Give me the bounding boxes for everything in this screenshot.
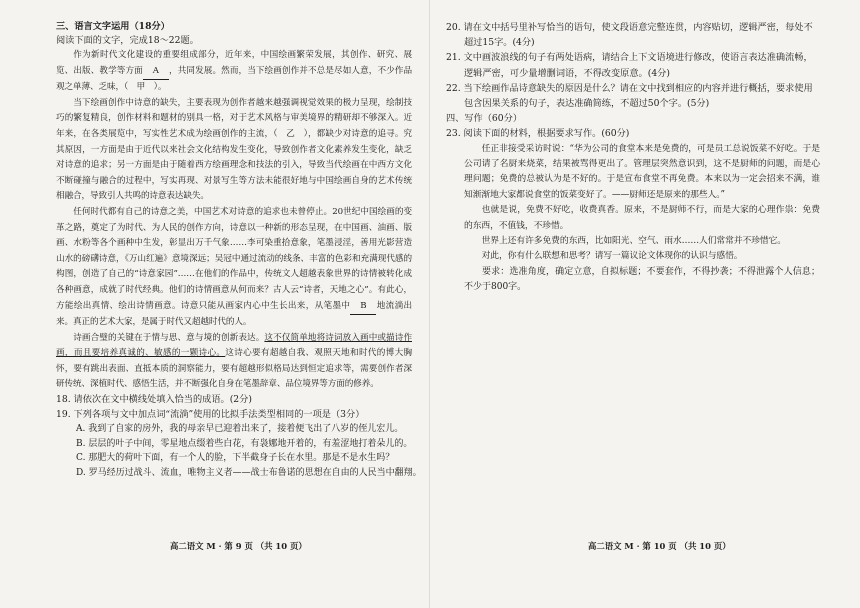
q19-option-d: D. 罗马经历过战斗、流血，唯物主义者——战士布鲁诺的思想在自由的人民当中翻翔。 (76, 468, 422, 479)
passage-paragraph-4 (56, 331, 412, 393)
q19-option-a: A. 我到了自家的房外，我的母亲早已迎着出来了，接着便飞出了八岁的侄儿宏儿。 (76, 424, 404, 435)
question-20: 20. 请在文中括号里补写恰当的语句，使文段语意完整连贯，内容贴切，逻辑严密，每处不超过15字。(4分) (446, 22, 813, 49)
page-footer-10: 高二语文 M · 第 10 页 （共 10 页） (588, 541, 731, 551)
p1-text-b: ，共同发展。然而，当下绘画创作并不总是尽如人意，不少作品观之单薄、乏味，（ 甲 ）。 (56, 65, 412, 93)
material-paragraph-2: 也就是说，免费不好吃，收费真香。原来，不是厨师不行，而是大家的心理作祟：免费的东西，不值钱，不珍惜。 (464, 205, 820, 231)
question-23: 23. 阅读下面的材料，根据要求写作。(60分) (446, 128, 630, 140)
material-paragraph-1: 任正非接受采访时说：“华为公司的食堂本来是免费的，可是员工总说饭菜不好吃。于是公司请了名厨来烧菜，结果被骂得更出了。管理层突然意识到，这不是厨师的问题，而是心理问题；免费的总被认为是不好的。于是宣布食堂不再免费。本来以为一定会招来不满，谁知渐渐地大家都说食堂的饭菜变好了。——厨师还是原来的那些人。” (464, 143, 820, 200)
question-21: 21. 文中画波浪线的句子有两处语病，请结合上下文语境进行修改，使语言表达准确流畅，逻辑严密，可少量增删词语，不得改变原意。(4分) (446, 52, 813, 79)
p4-text-b: 这诗心要有超越自我、观照天地和时代的博大胸怀，要有跳出表面、直抵本质的洞察能力，要有超越形似格局达到恒定追求等，需要创作者深研传统、深植时代、感悟生活，并不断强化自身在笔墨辞章、品位境界等方面的修养。 (56, 348, 412, 390)
section-title-language: 三、语言文字运用（18分） (56, 21, 170, 32)
q19-option-c: C. 那肥大的荷叶下面，有一个人的脸，下半截身子长在水里。那是不是水生吗？ (76, 453, 395, 464)
passage-paragraph-2: 当下绘画创作中诗意的缺失，主要表现为创作者越来越强调视觉效果的极力呈现，绘制技巧的繁复精良，创作材料和题材的别具一格，对于艺术风格与审美境界的精研却不够深入。近年来，在各类展览中，写实性艺术成为绘画创作的主流，（ 乙 ），都缺少对诗意的追寻。究其原因，一方面是由于近代以来社会文化结构发生变化，导致创作者文化素养发生变化，缺乏对诗意的追求；另一方面是由于随着西方绘画理念和技法的引入，导致当代绘画在中西方文化不断碰撞与融合的过程中，写实再现、对景写生等方法未能很好地与中国绘画自身的艺术传统相融合，导致引人共鸣的诗意表达缺失。 (56, 97, 412, 202)
writing-requirements: 要求：选准角度，确定立意，自拟标题；不要套作，不得抄袭；不得泄露个人信息；不少于800字。 (464, 266, 820, 293)
page-footer-9: 高二语文 M · 第 9 页 （共 10 页） (170, 541, 307, 551)
page-10 (430, 0, 860, 608)
p4-text-a: 诗画合璧的关键在于情与思、意与境的创新表达。 (73, 332, 265, 343)
question-18: 18. 请依次在文中横线处填入恰当的成语。(2分) (56, 394, 252, 406)
blank-b: B (350, 299, 376, 316)
blank-a: A (143, 64, 169, 81)
p3-text-a: 任何时代都有自己的诗意之美，中国艺术对诗意的追求也未曾停止。20世纪中国绘画的变革之路，奠定了为时代、为人民的创作方向，诗意以一种新的形态呈现，在中国画、油画、版画、水粉等各个画种中生发，彰显出万千气象……李可染重拾意象，笔墨浸淫，善用光影营造山水的磅礴诗意，《万山红遍》意境深远；吴冠中通过流动的线条、丰富的色彩和充满现代感的构图，创造了自己的“诗意家园”……在他们的作品中，传统文人超越表象世界的诗情被转化成各种画意，成就了时代经典。他们的诗情画意从何而来？古人云“诗者，天地之心”。有此心，方能绘出真情、绘出诗情画意。诗意只能从画家内心中生长出来，从笔墨中 (56, 206, 412, 311)
q19-option-b: B. 层层的叶子中间，零星地点缀着些白花，有袅娜地开着的，有羞涩地打着朵儿的。 (76, 438, 413, 449)
material-paragraph-3: 世界上还有许多免费的东西，比如阳光、空气、雨水……人们常常并不珍惜它。 (481, 236, 786, 247)
question-22: 22. 当下绘画作品诗意缺失的原因是什么？请在文中找到相应的内容并进行概括，要求使用包含因果关系的句子，表达准确简练，不超过50个字。(5分) (446, 82, 813, 110)
passage-paragraph-1 (56, 48, 412, 96)
section-title-writing: 四、写作（60分） (446, 113, 523, 125)
question-19: 19. 下列各项与文中加点词“流淌”使用的比拟手法类型相同的一项是（3分） (56, 408, 365, 420)
material-paragraph-4: 对此，你有什么联想和思考？请写一篇议论文体现你的认识与感悟。 (481, 251, 743, 262)
p1-text-a: 作为新时代文化建设的重要组成部分，近年来，中国绘画繁荣发展，其创作、研究、展览、出版、教学等方面 (56, 50, 412, 76)
wavy-underlined-sentence: 这不仅简单地将诗词放入画中或描诗作画，而且要培养真诚的、敏感的一颗诗心。 (56, 332, 412, 359)
p3-text-b: 地流淌出来。真正的艺术大家，是属于时代又超越时代的人。 (56, 300, 413, 328)
passage-paragraph-3 (56, 205, 412, 331)
reading-instruction: 阅读下面的文字，完成18～22题。 (56, 35, 199, 46)
